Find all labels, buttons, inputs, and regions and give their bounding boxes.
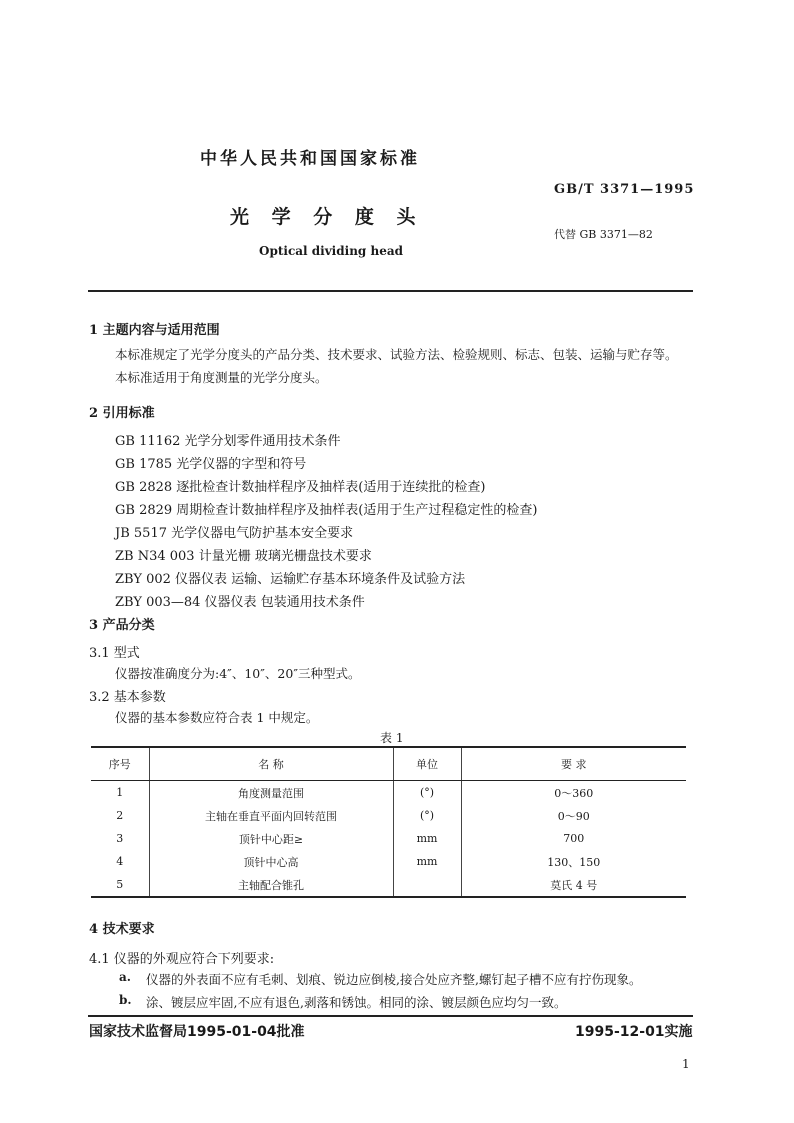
row-requirement: 莫氏 4 号 (461, 873, 686, 897)
item-a-text: 仪器的外表面不应有毛刺、划痕、锐边应倒棱,接合处应齐整,螺钉起子槽不应有拧伤现象。 (146, 972, 642, 987)
reference-item: ZB N34 003 计量光栅 玻璃光栅盘技术要求 (115, 549, 372, 564)
row-unit: (°) (393, 804, 461, 827)
table-row (91, 781, 686, 805)
table-row (91, 827, 686, 850)
table-1-caption: 表 1 (380, 731, 404, 745)
footer-divider (88, 1015, 693, 1017)
row-name: 主轴在垂直平面内回转范围 (149, 804, 393, 827)
row-requirement: 0～360 (461, 781, 686, 805)
table-row (91, 873, 686, 897)
header-divider (88, 290, 693, 292)
reference-item: JB 5517 光学仪器电气防护基本安全要求 (115, 526, 354, 541)
section-3-heading: 3 产品分类 (89, 618, 155, 633)
section-1-paragraph-1: 本标准规定了光学分度头的产品分类、技术要求、试验方法、检验规则、标志、包装、运输与贮存等。 (115, 347, 678, 362)
table-row (91, 804, 686, 827)
reference-item: ZBY 002 仪器仪表 运输、运输贮存基本环境条件及试验方法 (115, 572, 466, 587)
approval-line: 国家技术监督局1995-01-04批准 (89, 1024, 305, 1040)
reference-item: GB 2828 逐批检查计数抽样程序及抽样表(适用于连续批的检查) (115, 480, 486, 495)
section-3-1-text: 仪器按准确度分为:4″、10″、20″三种型式。 (115, 666, 361, 681)
reference-item: GB 11162 光学分划零件通用技术条件 (115, 434, 341, 449)
row-requirement: 700 (461, 827, 686, 850)
document-title-en: Optical dividing head (259, 244, 404, 258)
row-index: 1 (116, 786, 124, 799)
row-unit: (°) (393, 781, 461, 805)
national-standard-title: 中华人民共和国国家标准 (200, 149, 420, 169)
column-header-requirement: 要 求 (461, 747, 686, 781)
section-3-1-heading: 3.1 型式 (89, 646, 140, 661)
reference-item: ZBY 003—84 仪器仪表 包装通用技术条件 (115, 595, 365, 610)
page-number: 1 (682, 1057, 690, 1071)
section-1-heading: 1 主题内容与适用范围 (89, 323, 220, 338)
column-header-name: 名 称 (149, 747, 393, 781)
document-title-cn: 光 学 分 度 头 (230, 206, 424, 228)
item-b-label: b. (119, 993, 132, 1007)
table-header-row (91, 747, 686, 781)
replaces-note: 代替 GB 3371—82 (554, 228, 653, 241)
reference-item: GB 2829 周期检查计数抽样程序及抽样表(适用于生产过程稳定性的检查) (115, 503, 538, 518)
row-name: 角度测量范围 (149, 781, 393, 805)
section-4-heading: 4 技术要求 (89, 922, 155, 937)
row-index: 4 (116, 855, 124, 868)
row-unit (393, 873, 461, 897)
row-requirement: 130、150 (461, 850, 686, 873)
row-index: 5 (91, 873, 149, 897)
column-header-index: 序号 (91, 747, 149, 781)
section-2-heading: 2 引用标准 (89, 406, 155, 421)
section-1-paragraph-2: 本标准适用于角度测量的光学分度头。 (115, 370, 328, 385)
section-3-2-text: 仪器的基本参数应符合表 1 中规定。 (115, 710, 319, 725)
row-name: 顶针中心距≥ (149, 827, 393, 850)
row-unit: mm (393, 827, 461, 850)
row-index: 3 (116, 832, 124, 845)
table-row (91, 850, 686, 873)
row-index: 2 (116, 809, 124, 822)
standard-number: GB/T 3371—1995 (554, 182, 695, 197)
row-name: 主轴配合锥孔 (149, 873, 393, 897)
item-a-label: a. (119, 970, 131, 984)
column-header-unit: 单位 (393, 747, 461, 781)
row-requirement: 0～90 (461, 804, 686, 827)
effective-date: 1995-12-01实施 (575, 1024, 693, 1040)
reference-item: GB 1785 光学仪器的字型和符号 (115, 457, 307, 472)
row-name: 顶针中心高 (149, 850, 393, 873)
basic-parameters-table (91, 746, 686, 898)
section-3-2-heading: 3.2 基本参数 (89, 690, 166, 705)
row-unit: mm (393, 850, 461, 873)
section-4-1-heading: 4.1 仪器的外观应符合下列要求: (89, 952, 275, 967)
item-b-text: 涂、镀层应牢固,不应有退色,剥落和锈蚀。相同的涂、镀层颜色应均匀一致。 (146, 995, 567, 1010)
